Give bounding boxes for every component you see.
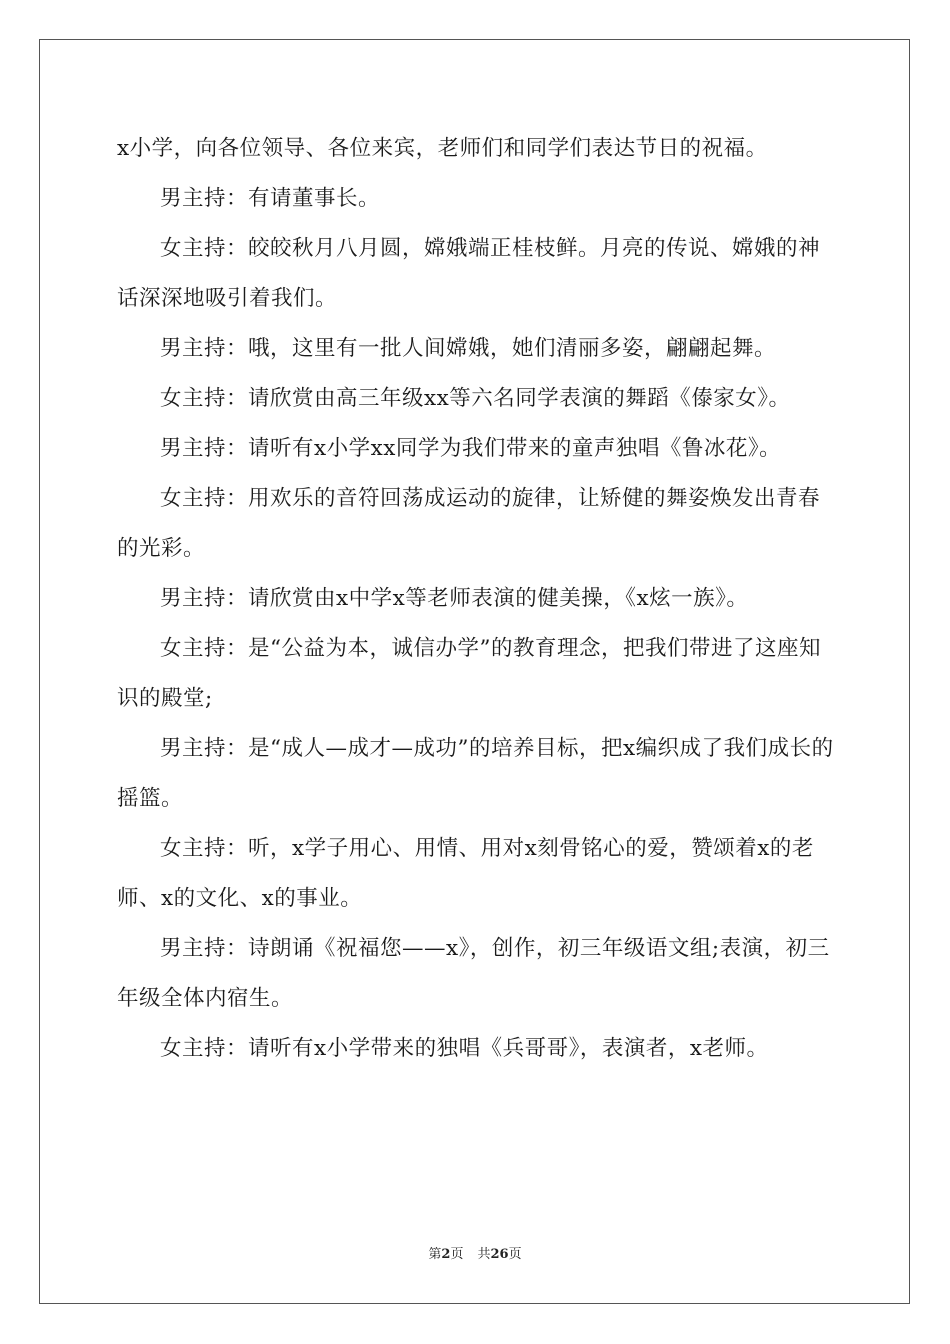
paragraph: 女主持：请听有x小学带来的独唱《兵哥哥》，表演者，x老师。: [160, 1036, 769, 1061]
paragraph: 女主持：是“公益为本，诚信办学”的教育理念，把我们带进了这座知识的殿堂;: [117, 636, 821, 711]
paragraph: 女主持：请欣赏由高三年级xx等六名同学表演的舞蹈《傣家女》。: [160, 386, 791, 411]
paragraph: 女主持：用欢乐的音符回荡成运动的旋律，让矫健的舞姿焕发出青春的光彩。: [117, 486, 821, 561]
page-number: 2: [441, 1247, 451, 1262]
total-pages: 26: [490, 1247, 509, 1262]
paragraph: 男主持：诗朗诵《祝福您——x》，创作，初三年级语文组;表演，初三年级全体内宿生。: [117, 936, 830, 1011]
document-body: [117, 124, 839, 1074]
paragraph: 男主持：请听有x小学xx同学为我们带来的童声独唱《鲁冰花》。: [160, 436, 782, 461]
paragraph: 男主持：是“成人—成才—成功”的培养目标，把x编织成了我们成长的摇篮。: [117, 736, 834, 811]
paragraph: 男主持：有请董事长。: [160, 186, 381, 211]
page-prefix: 第: [428, 1247, 442, 1262]
page-suffix: 页: [450, 1247, 464, 1262]
total-suffix: 页: [508, 1247, 522, 1262]
paragraph: 男主持：哦，这里有一批人间嫦娥，她们清丽多姿，翩翩起舞。: [160, 336, 777, 361]
page-footer: [0, 1245, 950, 1265]
total-prefix: 共: [477, 1247, 491, 1262]
paragraph: 女主持：皎皎秋月八月圆，嫦娥端正桂枝鲜。月亮的传说、嫦娥的神话深深地吸引着我们。: [117, 236, 821, 311]
paragraph: 女主持：听，x学子用心、用情、用对x刻骨铭心的爱，赞颂着x的老师、x的文化、x的事业。: [117, 836, 814, 911]
paragraph: 男主持：请欣赏由x中学x等老师表演的健美操，《x炫一族》。: [160, 586, 749, 611]
paragraph: x小学，向各位领导、各位来宾，老师们和同学们表达节日的祝福。: [117, 136, 768, 161]
